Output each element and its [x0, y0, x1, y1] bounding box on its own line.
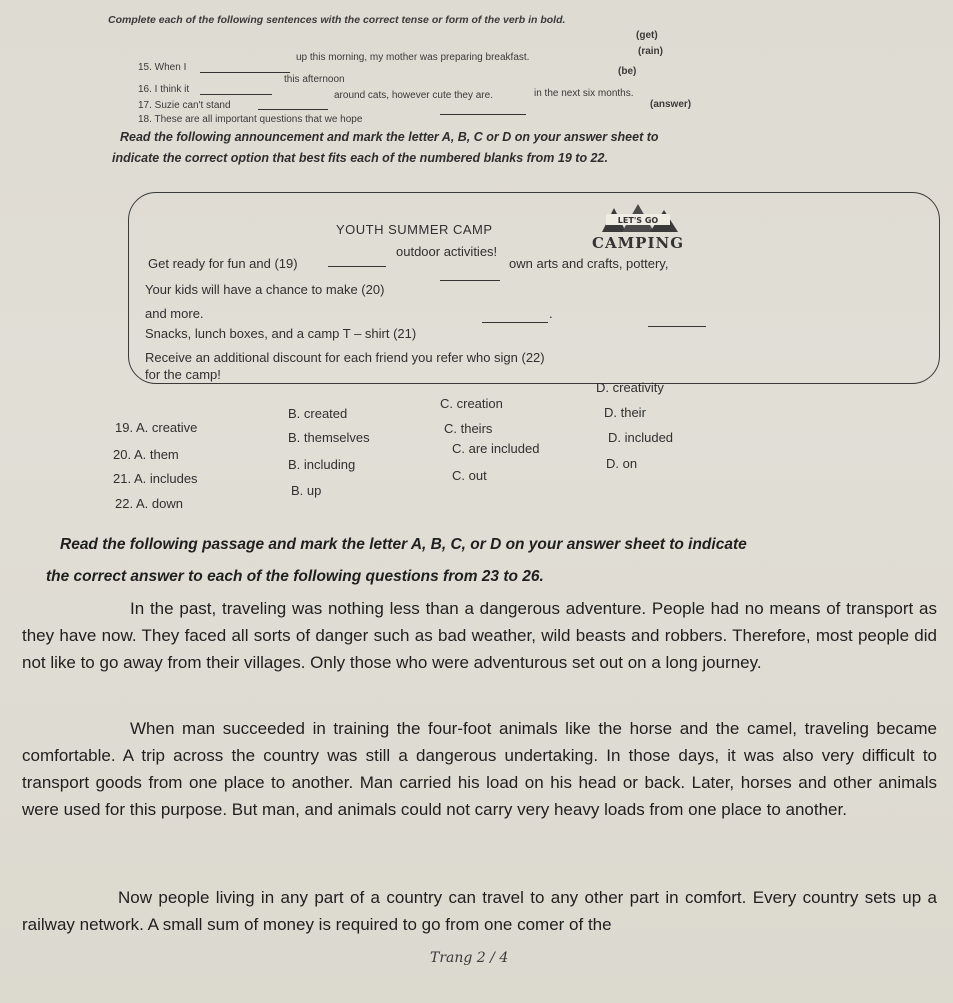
q20-option-d[interactable]: D. their — [604, 405, 646, 420]
q22-option-d[interactable]: D. on — [606, 456, 638, 471]
ann-line4-end: . — [549, 306, 553, 321]
q20-option-c[interactable]: C. theirs — [444, 421, 493, 436]
q17-start: 17. Suzie can't stand — [138, 100, 231, 111]
q18-rest: in the next six months. — [534, 88, 634, 99]
q20-option-a[interactable]: 20. A. them — [113, 447, 179, 462]
q17-rest: around cats, however cute they are. — [334, 90, 493, 101]
q17-blank[interactable] — [258, 99, 328, 110]
section2-instruction-line2: indicate the correct option that best fits each of the numbered blanks from 19 to 22. — [112, 151, 608, 165]
camping-logo-icon — [592, 202, 684, 254]
q19-option-d[interactable]: D. creativity — [596, 380, 664, 395]
q22-option-c[interactable]: C. out — [452, 468, 487, 483]
q21-option-c[interactable]: C. are included — [452, 441, 540, 456]
blank-22[interactable] — [648, 316, 706, 327]
section3-instruction-line2: the correct answer to each of the following questions from 23 to 26. — [46, 568, 544, 585]
ann-line3: and more. — [145, 306, 204, 321]
section3-instruction-line1: Read the following passage and mark the letter A, B, C, or D on your answer sheet to indicate — [60, 536, 747, 553]
q18-start: 18. These are all important questions that we hope — [138, 114, 363, 125]
q21-option-a[interactable]: 21. A. includes — [113, 471, 198, 486]
q21-option-b[interactable]: B. including — [288, 457, 356, 472]
blank-20[interactable] — [440, 270, 500, 281]
passage-paragraph-2: When man succeeded in training the four-foot animals like the horse and the camel, traveling became comfortable. A trip across the country was still a dangerous undertaking. In those days, it was also very difficult to transport goods from one place to another. Man carried his load on his head or back. Later, horses and other animals were used for this purpose. But man, and animals could not carry very heavy loads from one place to another. — [22, 719, 937, 819]
q15-start: 15. When I — [138, 62, 187, 73]
q15-blank[interactable] — [200, 62, 290, 73]
section2-instruction-line1: Read the following announcement and mark the letter A, B, C or D on your answer sheet to — [120, 130, 659, 144]
q19-option-a[interactable]: 19. A. creative — [115, 420, 198, 435]
q17-verb: (be) — [618, 66, 637, 77]
logo-top-text: LET'S GO — [617, 216, 659, 225]
ann-line4: Snacks, lunch boxes, and a camp T – shirt (21) — [145, 326, 417, 341]
q15-rest: up this morning, my mother was preparing breakfast. — [296, 52, 530, 63]
ann-line6: Receive an additional discount for each friend you refer who sign (22) — [145, 350, 545, 365]
q16-verb: (rain) — [638, 46, 663, 57]
section1-instruction: Complete each of the following sentences with the correct tense or form of the verb in bold. — [108, 14, 566, 26]
logo-main-text: CAMPING — [592, 234, 684, 252]
ann-line1-b: outdoor activities! — [396, 244, 498, 259]
blank-21[interactable] — [482, 312, 548, 323]
q15-verb: (get) — [636, 30, 658, 41]
q21-option-d[interactable]: D. included — [608, 430, 674, 445]
q18-verb: (answer) — [650, 99, 692, 110]
q19-option-c[interactable]: C. creation — [440, 396, 503, 411]
ann-line1-a: Get ready for fun and (19) — [148, 256, 298, 271]
ann-line2-b: own arts and crafts, pottery, — [509, 256, 669, 271]
ann-line2-a: Your kids will have a chance to make (20) — [145, 282, 385, 297]
q18-blank[interactable] — [440, 104, 526, 115]
page-number-footer: Trang 2 / 4 — [430, 950, 509, 966]
passage-paragraph-1: In the past, traveling was nothing less than a dangerous adventure. People had no means of transport as they have now. They faced all sorts of danger such as bad weather, wild beasts and robbers. Therefore, most people did not like to go away from their villages. Only those who were adventurous set out on a long journey. — [22, 599, 937, 672]
announcement-title: YOUTH SUMMER CAMP — [336, 222, 493, 237]
blank-19[interactable] — [328, 256, 386, 267]
q19-option-b[interactable]: B. created — [288, 406, 348, 421]
q20-option-b[interactable]: B. themselves — [288, 430, 370, 445]
q16-rest: this afternoon — [284, 74, 345, 85]
q22-option-b[interactable]: B. up — [291, 483, 322, 498]
q16-start: 16. I think it — [138, 84, 190, 95]
ann-line7: for the camp! — [145, 367, 221, 382]
passage-paragraph-3: Now people living in any part of a country can travel to any other part in comfort. Every country sets up a railway network. A small sum of money is required to go from one comer of the — [22, 888, 937, 934]
q16-blank[interactable] — [200, 84, 272, 95]
q22-option-a[interactable]: 22. A. down — [115, 496, 183, 511]
